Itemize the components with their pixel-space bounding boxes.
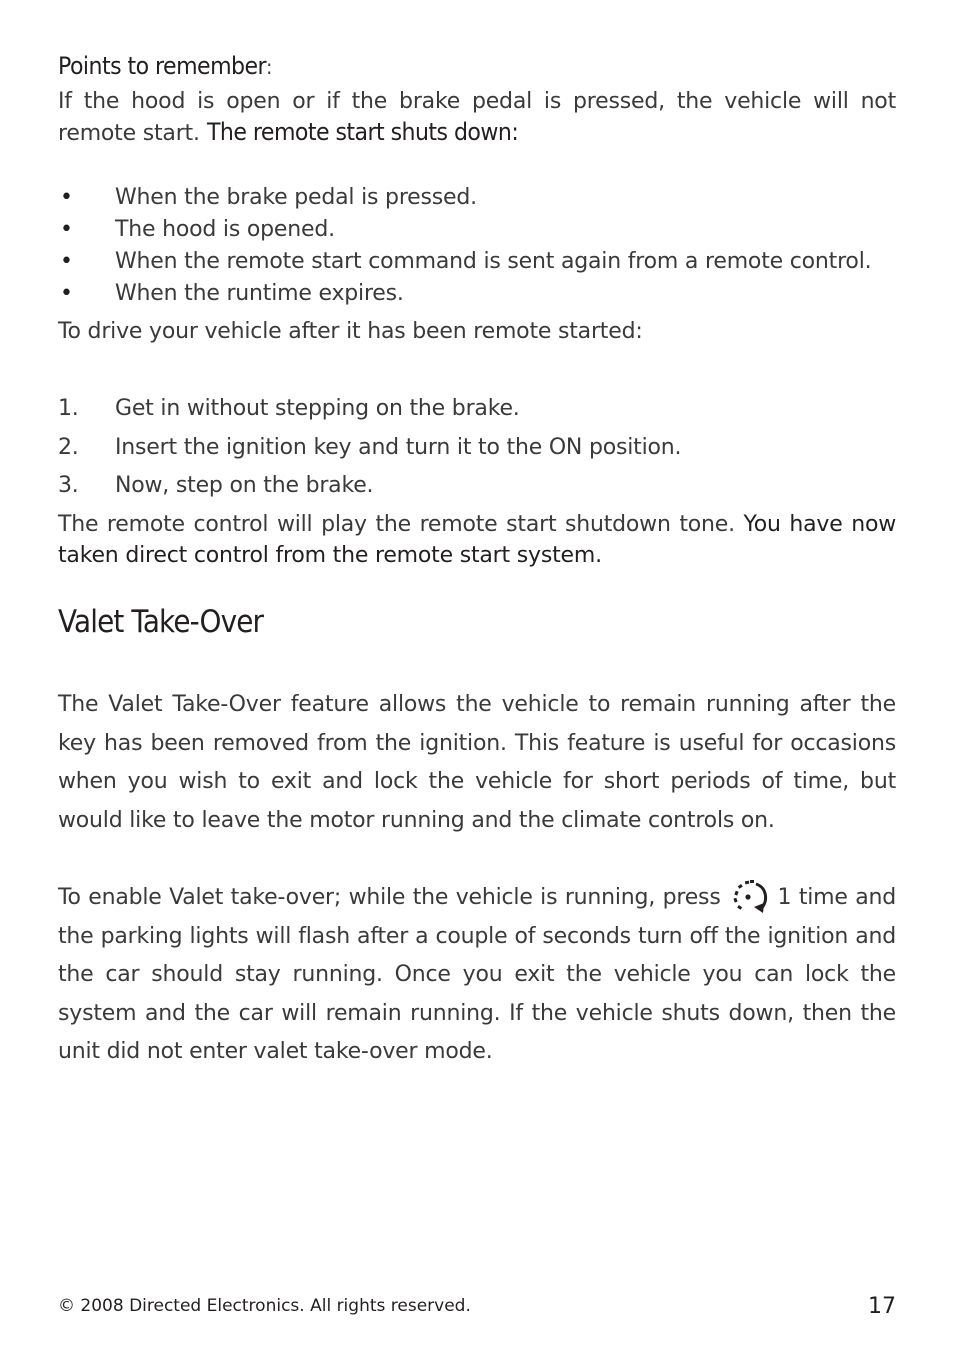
tone-text: The remote control will play the remote start shutdown tone. (58, 512, 735, 537)
intro-strong-text: The remote start shuts down: (206, 118, 518, 146)
step-item (58, 470, 681, 509)
bullet-icon: • (60, 249, 73, 274)
list-item-text: The hood is opened. (115, 217, 335, 242)
list-item-text: When the runtime expires. (115, 281, 404, 306)
step-item (58, 393, 681, 432)
enable-text-after: 1 time and the parking lights will flash after a couple of seconds turn off the ignition and the car should stay running. Once you exit the vehicle you can lock the system and the car will remain running. If the vehicle shuts down, then the unit did not enter valet take-over mode. (58, 885, 896, 1064)
intro-paragraph (58, 86, 896, 149)
intro-text: If the hood is open or if the brake pedal is pressed, the vehicle will not remote start. (58, 89, 896, 146)
page-number: 17 (868, 1294, 896, 1319)
enable-text-before: To enable Valet take-over; while the vehicle is running, press (58, 885, 721, 910)
points-heading-text: Points to remember (58, 52, 267, 80)
footer-copyright: © 2008 Directed Electronics. All rights reserved. (58, 1296, 471, 1316)
list-item (58, 246, 871, 278)
drive-steps-list (58, 393, 681, 509)
list-item (58, 278, 871, 310)
step-number: 2. (58, 434, 79, 460)
bullet-icon: • (60, 217, 73, 242)
drive-intro: To drive your vehicle after it has been remote started: (58, 319, 643, 344)
step-number: 1. (58, 396, 79, 421)
shutdown-tone-paragraph (58, 509, 896, 571)
remote-start-button-icon (728, 878, 772, 916)
list-item-text: When the remote start command is sent again from a remote control. (115, 249, 872, 274)
valet-description: The Valet Take-Over feature allows the vehicle to remain running after the key has been removed from the ignition. This feature is useful for occasions when you wish to exit and lock the vehicle for short periods of time, but would like to leave the motor running and the climate controls on. (58, 692, 896, 833)
step-text: Insert the ignition key and turn it to the ON position. (115, 434, 682, 460)
list-item (58, 182, 871, 214)
list-item-text: When the brake pedal is pressed. (115, 185, 477, 210)
step-text: Now, step on the brake. (115, 473, 374, 498)
valet-enable-instructions (58, 878, 896, 1072)
valet-section-title: Valet Take-Over (58, 604, 264, 640)
points-heading (58, 52, 272, 80)
step-text: Get in without stepping on the brake. (115, 396, 520, 421)
list-item (58, 214, 871, 246)
step-item (58, 432, 681, 471)
tone-strong-text: You have now taken direct control from the remote start system. (58, 512, 896, 568)
bullet-icon: • (60, 185, 73, 210)
points-heading-colon: : (266, 55, 272, 79)
bullet-icon: • (60, 281, 73, 306)
step-number: 3. (58, 473, 79, 498)
shutdown-conditions-list (58, 182, 871, 310)
